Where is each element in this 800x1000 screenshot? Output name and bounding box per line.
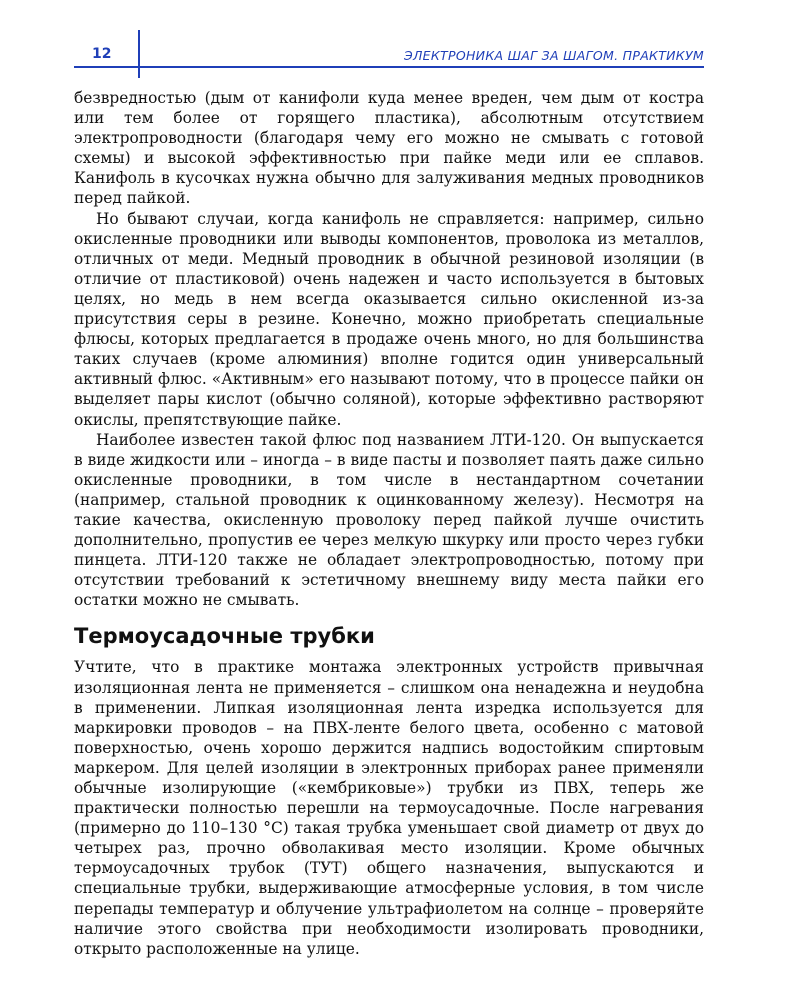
header-divider — [138, 30, 140, 78]
paragraph-heat-shrink: Учтите, что в практике монтажа электронных устройств привычная изоляционная лента не применяется – слишком она ненадежна и неудобна в применении. Липкая изоляционная лента изредка используется для маркировки проводов – на ПВХ-ленте белого цвета, особенно с матовой поверхностью, очень хорошо держится надпись водостойким спиртовым маркером. Для целей изоляции в электронных приборах ранее применяли обычные изолирующие («кембриковые») трубки из ПВХ, теперь же практически полностью перешли на термоусадочные. После нагревания (примерно до 110–130 °С) такая трубка уменьшает свой диаметр от двух до четырех раз, прочно обволакивая место изоляции. Кроме обычных термоусадочных трубок (ТУТ) общего назначения, выпускаются и специальные трубки, выдерживающие атмосферные условия, в том числе перепады температур и облучение ультрафиолетом на солнце – проверяйте наличие этого свойства при необходимости изолировать проводники, открыто расположенные на улице. — [74, 658, 704, 958]
paragraph-flux-activity: Но бывают случаи, когда канифоль не справляется: например, сильно окисленные проводники или выводы компонентов, проволока из металлов, отличных от меди. Медный проводник в обычной резиновой изоляции (в отличие от пластиковой) очень надежен и часто используется в бытовых целях, но медь в нем всегда оказывается сильно окисленной из-за присутствия серы в резине. Конечно, можно приобретать специальные флюсы, которых предлагается в продаже очень много, но для большинства таких случаев (кроме алюминия) вполне годится один универсальный активный флюс. «Активным» его называют потому, что в процессе пайки он выделяет пары кислот (обычно соляной), которые эффективно растворяют окислы, препятствующие пайке. — [74, 209, 704, 429]
running-title: ЭЛЕКТРОНИКА ШАГ ЗА ШАГОМ. ПРАКТИКУМ — [403, 48, 704, 63]
page-header — [74, 30, 704, 78]
page-number: 12 — [92, 46, 112, 62]
header-rule — [74, 66, 704, 68]
paragraph-continuation: безвредностью (дым от канифоли куда менее вреден, чем дым от костра или тем более от горящего пластика), абсолютным отсутствием электропроводности (благодаря чему его можно не смывать с готовой схемы) и высокой эффективностью при пайке меди или ее сплавов. Канифоль в кусочках нужна обычно для залуживания медных проводников перед пайкой. — [74, 89, 704, 208]
page-body — [74, 88, 704, 959]
paragraph-lti120: Наиболее известен такой флюс под названием ЛТИ-120. Он выпускается в виде жидкости или – иногда – в виде пасты и позволяет паять даже сильно окисленные проводники, в том числе в нестандартном сочетании (например, стальной проводник к оцинкованному железу). Несмотря на такие качества, окисленную проволоку перед пайкой лучше очистить дополнительно, пропустив ее через мелкую шкурку или просто через губки пинцета. ЛТИ-120 также не обладает электропроводностью, потому при отсутствии требований к эстетичному внешнему виду места пайки его остатки можно не смывать. — [74, 430, 704, 610]
section-heading: Термоусадочные трубки — [74, 624, 375, 649]
